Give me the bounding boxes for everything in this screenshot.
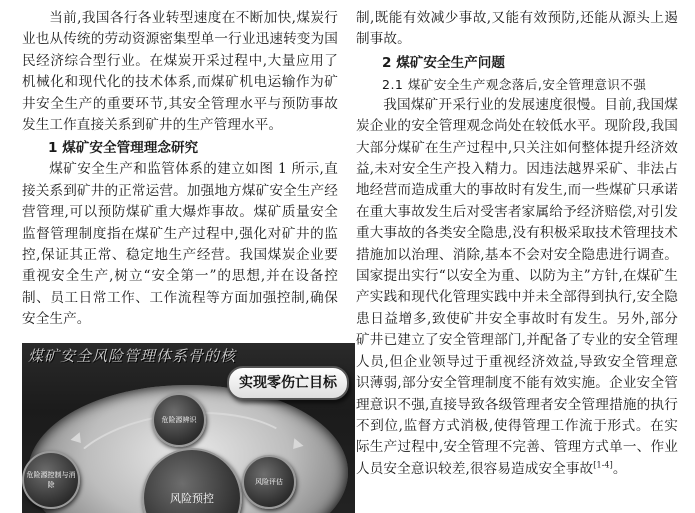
body-paragraph: 煤矿安全生产和监管体系的建立如图 1 所示,直接关系到矿井的正常运营。加强地方煤矿安全生产经营管理,可以预防煤矿重大爆炸事故。煤矿质量安全监督管理制度指在煤矿生产过程中,强化对矿井的监控,保证其正常、稳定地生产经营。我国煤炭企业要重视安全生产,树立“安全第一”的思想,并在设备控制、员工日常工作、工作流程等方面加强控制,确保安全生产。 — [22, 161, 338, 328]
node-label: 危险源辨识 — [161, 416, 197, 424]
body-paragraph: 当前,我国各行各业转型速度在不断加快,煤炭行业也从传统的劳动资源密集型单一行业迅速转变为国民经济综合型行业。在煤炭开采过程中,大量应用了机械化和现代化的技术体系,而煤矿机电运输作为矿井安全生产的重要环节,其安全管理水平与预防事故发生工作直接关系到矿井的生产管理水平。 — [22, 10, 338, 134]
figure-risk-management-diagram — [22, 343, 355, 513]
left-column — [22, 8, 338, 331]
node-label: 危险源控制与消除 — [26, 471, 76, 489]
section-heading: 2 煤矿安全生产问题 — [382, 54, 505, 71]
node-risk-evaluation — [242, 455, 296, 509]
body-paragraph: 制,既能有效减少事故,又能有效预防,还能从源头上遏制事故。 — [356, 10, 678, 48]
body-paragraph — [356, 95, 678, 480]
section-heading: 1 煤矿安全管理理念研究 — [48, 140, 199, 157]
paragraph-end: 。 — [612, 460, 627, 477]
right-column — [356, 8, 678, 480]
goal-label: 实现零伤亡目标 — [227, 366, 349, 400]
subsection-heading: 2.1 煤矿安全生产观念落后,安全管理意识不强 — [382, 76, 647, 92]
paragraph-text: 我国煤矿开采行业的发展速度很慢。目前,我国煤炭企业的安全管理观念尚处在较低水平。现阶段,我国大部分煤矿在生产过程中,只关注如何整体提升经济效益,未对安全生产投入精力。因违法越界采矿、非法占地经营而造成重大的事故时有发生,而一些煤矿只承诺在重大事故发生后对受害者家属给予经济赔偿,对引发重大事故的各类安全隐患,没有积极采取技术管理技术措施加以治理、消除,基本不会对安全隐患进行调查。国家提出实行“以安全为重、以防为主”方针,在煤矿生产实践和现代化管理实践中并未全部得到执行,安全隐患日益增多,致使矿井安全事故时有发生。另外,部分矿井已建立了安全管理部门,并配备了专业的安全管理人员,但企业领导过于重视经济效益,导致安全管理意识薄弱,部分安全管理制度不能有效实施。企业安全管理意识不强,直接导致各级管理者安全管理措施的执行不到位,监督方式消极,使得管理工作流于形式。在实际生产过程中,安全管理不完善、管理方式单一、作业人员安全意识较差,很容易造成安全事故 — [356, 96, 678, 477]
node-hazard-identification — [152, 393, 206, 447]
node-label: 风险预控 — [170, 492, 214, 505]
node-hazard-control — [22, 451, 80, 509]
node-label: 风险评估 — [255, 478, 283, 486]
figure-title: 煤矿安全风险管理体系骨的核 — [28, 347, 237, 365]
citation: [1-4] — [593, 460, 613, 470]
